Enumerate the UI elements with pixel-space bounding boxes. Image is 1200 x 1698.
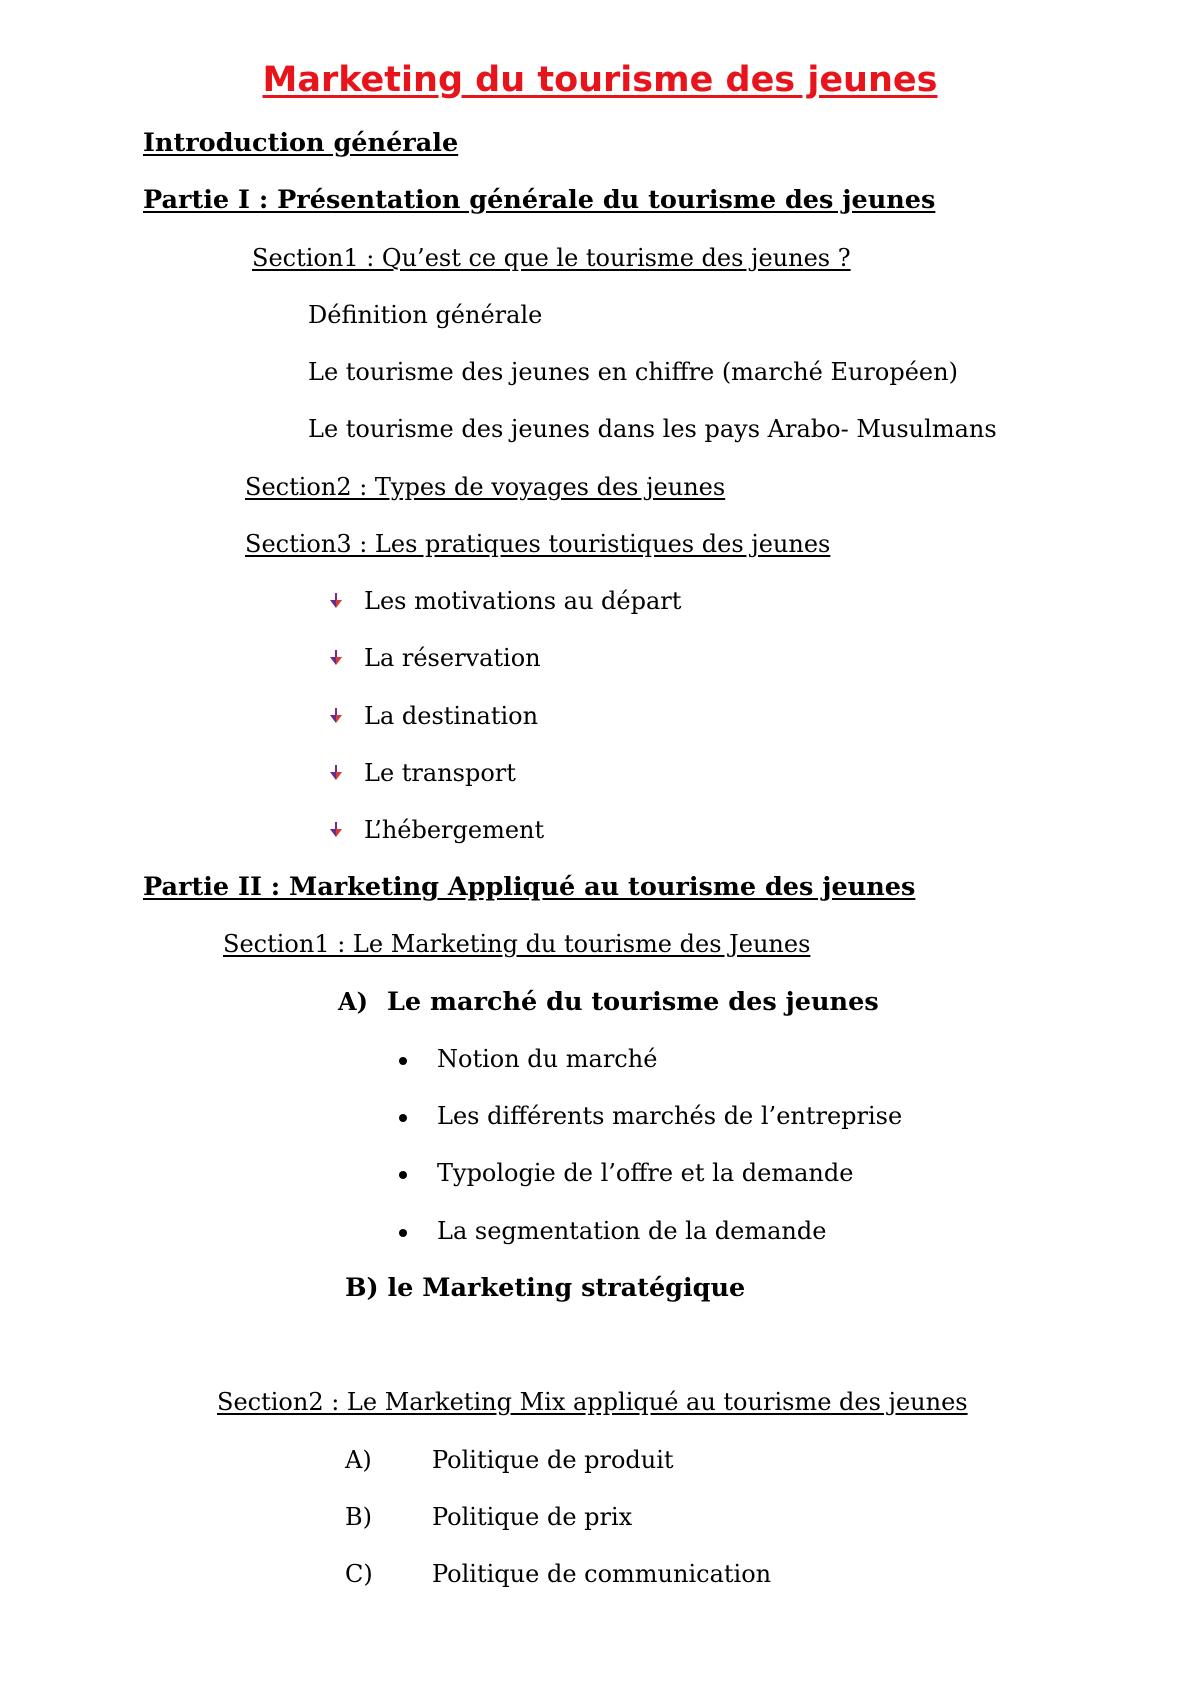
part2-section2-heading: Section2 : Le Marketing Mix appliqué au tourisme des jeunes [217, 1388, 968, 1416]
practice-item: L’hébergement [364, 816, 545, 844]
market-bullet-item: Notion du marché [437, 1045, 658, 1073]
practice-item: La destination [364, 702, 539, 730]
policy-letter: B) [345, 1503, 372, 1531]
part2-section1-heading: Section1 : Le Marketing du tourisme des Jeunes [223, 930, 811, 958]
arrow-bullet-icon [326, 591, 346, 611]
part1-section3-heading: Section3 : Les pratiques touristiques des jeunes [245, 530, 831, 558]
market-bullet-item: La segmentation de la demande [437, 1217, 827, 1245]
policy-item: Politique de produit [432, 1446, 674, 1474]
part2-heading: Partie II : Marketing Appliqué au tourisme des jeunes [143, 872, 916, 902]
bullet-dot [399, 1114, 407, 1122]
arrow-bullet-icon [326, 648, 346, 668]
sub-a-heading: Le marché du tourisme des jeunes [387, 987, 879, 1017]
document-title: Marketing du tourisme des jeunes [262, 60, 938, 100]
practice-item: Les motivations au départ [364, 587, 682, 615]
part1-section2-heading: Section2 : Types de voyages des jeunes [245, 473, 726, 501]
market-bullet-item: Les différents marchés de l’entreprise [437, 1102, 903, 1130]
policy-letter: C) [345, 1560, 373, 1588]
bullet-dot [399, 1057, 407, 1065]
bullet-dot [399, 1171, 407, 1179]
arrow-bullet-icon [326, 763, 346, 783]
part1-section1-heading: Section1 : Qu’est ce que le tourisme des jeunes ? [252, 244, 851, 272]
part1-section1-item: Le tourisme des jeunes dans les pays Arabo- Musulmans [308, 415, 997, 443]
policy-item: Politique de prix [432, 1503, 633, 1531]
bullet-dot [399, 1229, 407, 1237]
practice-item: Le transport [364, 759, 516, 787]
sub-a-letter: A) [338, 987, 368, 1016]
policy-letter: A) [345, 1446, 372, 1474]
part1-heading: Partie I : Présentation générale du tourisme des jeunes [143, 185, 936, 215]
arrow-bullet-icon [326, 706, 346, 726]
intro-heading: Introduction générale [143, 128, 459, 158]
part1-section1-item: Le tourisme des jeunes en chiffre (marché Européen) [308, 358, 958, 386]
sub-b-heading: B) le Marketing stratégique [345, 1273, 746, 1303]
arrow-bullet-icon [326, 820, 346, 840]
policy-item: Politique de communication [432, 1560, 772, 1588]
practice-item: La réservation [364, 644, 541, 672]
market-bullet-item: Typologie de l’offre et la demande [437, 1159, 854, 1187]
part1-section1-item: Définition générale [308, 301, 543, 329]
